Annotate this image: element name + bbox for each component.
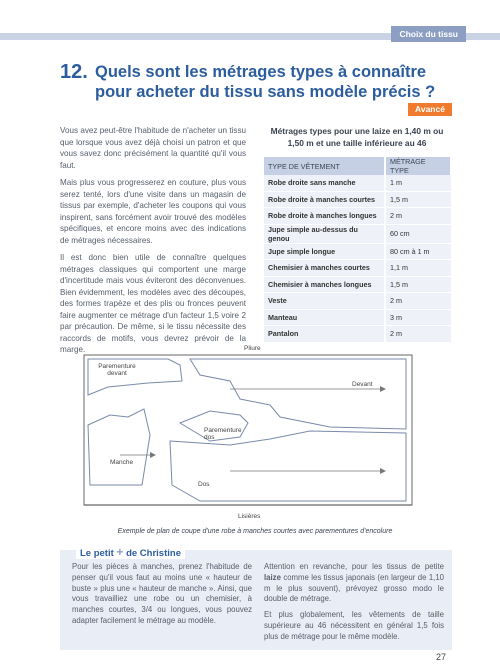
cutting-layout-diagram — [80, 345, 424, 523]
yardage-value: 1,1 m — [385, 260, 451, 277]
garment-type: Pantalon — [264, 326, 385, 343]
body-paragraph: Il est donc bien utile de connaître quelques métrages classiques qui comportent une marge d'incertitude mais vous éviteront des déconvenues. Bien évidemment, les modèles avec des découpes, des formes trapèze et des plis ou fronces peuvent faire augmenter ce métrage d'un facteur 1,5 voire 2 par précaution. De même, si le tissu nécessite des raccords de motifs, vous devrez prévoir de la marge. — [60, 253, 246, 354]
garment-type: Chemisier à manches longues — [264, 276, 385, 293]
yardage-value: 3 m — [385, 309, 451, 326]
plus-icon: + — [116, 545, 124, 559]
table-row — [264, 276, 451, 293]
yardage-value: 2 m — [385, 208, 451, 225]
page-number: 27 — [436, 652, 447, 662]
table-header-row — [264, 157, 451, 175]
table-row — [264, 243, 451, 260]
front-facing-label: Parementure devant — [98, 363, 136, 377]
back-label: Dos — [198, 481, 210, 488]
table-row — [264, 208, 451, 225]
tip-title-suffix: de Christine — [126, 548, 181, 559]
fold-label: Pliure — [244, 345, 261, 352]
tip-right-column — [264, 562, 444, 648]
body-text — [60, 125, 246, 362]
tip-paragraph: Et plus globalement, les vêtements de taille supérieure au 46 nécessitent en général 1,5 fois plus de métrage pour le même modèle. — [264, 610, 444, 641]
tip-paragraph: Pour les pièces à manches, prenez l'habitude de penser qu'il vous faut au moins une « hauteur de buste » plus une « hauteur de manche ». Ainsi, que vous travailliez une robe ou un chemisier, à manches courtes, 3/4 ou longues, vous pouvez adapter facilement le métrage au modèle. — [72, 562, 252, 625]
tip-title — [76, 545, 185, 559]
tip-bold-term: laize — [264, 572, 281, 582]
tip-title-prefix: Le petit — [80, 548, 114, 559]
sleeve-piece — [88, 409, 150, 485]
selvage-label: Lisières — [238, 513, 261, 520]
level-badge: Avancé — [408, 103, 452, 116]
tip-text: Attention en revanche, pour les tissus de petite — [264, 562, 444, 571]
yardage-value: 60 cm — [385, 224, 451, 243]
yardage-value: 1,5 m — [385, 276, 451, 293]
body-paragraph: Mais plus vous progresserez en couture, plus vous serez tenté, lors d'une visite dans un magasin de tissus par exemple, d'acheter les coupons qui vous inspirent, sans forcément avoir trouvé des modèles spécifiques, et encore moins avec des indications de métrages nécessaires. — [60, 178, 246, 245]
diagram-caption: Exemple de plan de coupe d'une robe à manches courtes avec parementures d'encolure — [117, 528, 393, 535]
yardage-value: 80 cm à 1 m — [385, 243, 451, 260]
column-header-yardage: MÉTRAGE TYPE — [385, 157, 451, 175]
table-row — [264, 293, 451, 310]
sleeve-label: Manche — [110, 459, 134, 466]
garment-type: Veste — [264, 293, 385, 310]
garment-type: Robe droite sans manche — [264, 175, 385, 191]
section-tab: Choix du tissu — [391, 26, 466, 42]
table-row — [264, 260, 451, 277]
table-title: Métrages types pour une laize en 1,40 m ou 1,50 m et une taille inférieure au 46 — [270, 126, 444, 148]
garment-type: Robe droite à manches longues — [264, 208, 385, 225]
table-row — [264, 224, 451, 243]
table-row — [264, 175, 451, 191]
yardage-value: 1 m — [385, 175, 451, 191]
yardage-value: 1,5 m — [385, 191, 451, 208]
table-row — [264, 191, 451, 208]
garment-type: Chemisier à manches courtes — [264, 260, 385, 277]
back-facing-label: Parementure dos — [204, 427, 242, 441]
grainline-arrow — [150, 452, 156, 458]
garment-type: Robe droite à manches courtes — [264, 191, 385, 208]
garment-type: Jupe simple longue — [264, 243, 385, 260]
front-label: Devant — [352, 381, 373, 388]
tip-left-column — [72, 562, 252, 632]
yardage-value: 2 m — [385, 326, 451, 343]
yardage-table — [264, 157, 452, 343]
table-row — [264, 309, 451, 326]
question-number: 12. — [60, 61, 88, 83]
column-header-type: TYPE DE VÊTEMENT — [264, 157, 385, 175]
garment-type: Jupe simple au-dessus du genou — [264, 224, 385, 243]
tip-text: comme les tissus japonais (en largeur de 1,10 m le plus souvent), prévoyez grosso modo le double de métrage. — [264, 572, 444, 604]
body-paragraph: Vous avez peut-être l'habitude de n'acheter un tissu que lorsque vous avez déjà choisi un patron et que vous savez donc précisément la quantité qu'il vous faut. — [60, 126, 246, 170]
yardage-value: 2 m — [385, 293, 451, 310]
tip-paragraph — [264, 562, 444, 605]
garment-type: Manteau — [264, 309, 385, 326]
question-title: Quels sont les métrages types à connaître pour acheter du tissu sans modèle précis ? — [95, 63, 436, 101]
table-row — [264, 326, 451, 343]
back-piece — [170, 431, 406, 501]
